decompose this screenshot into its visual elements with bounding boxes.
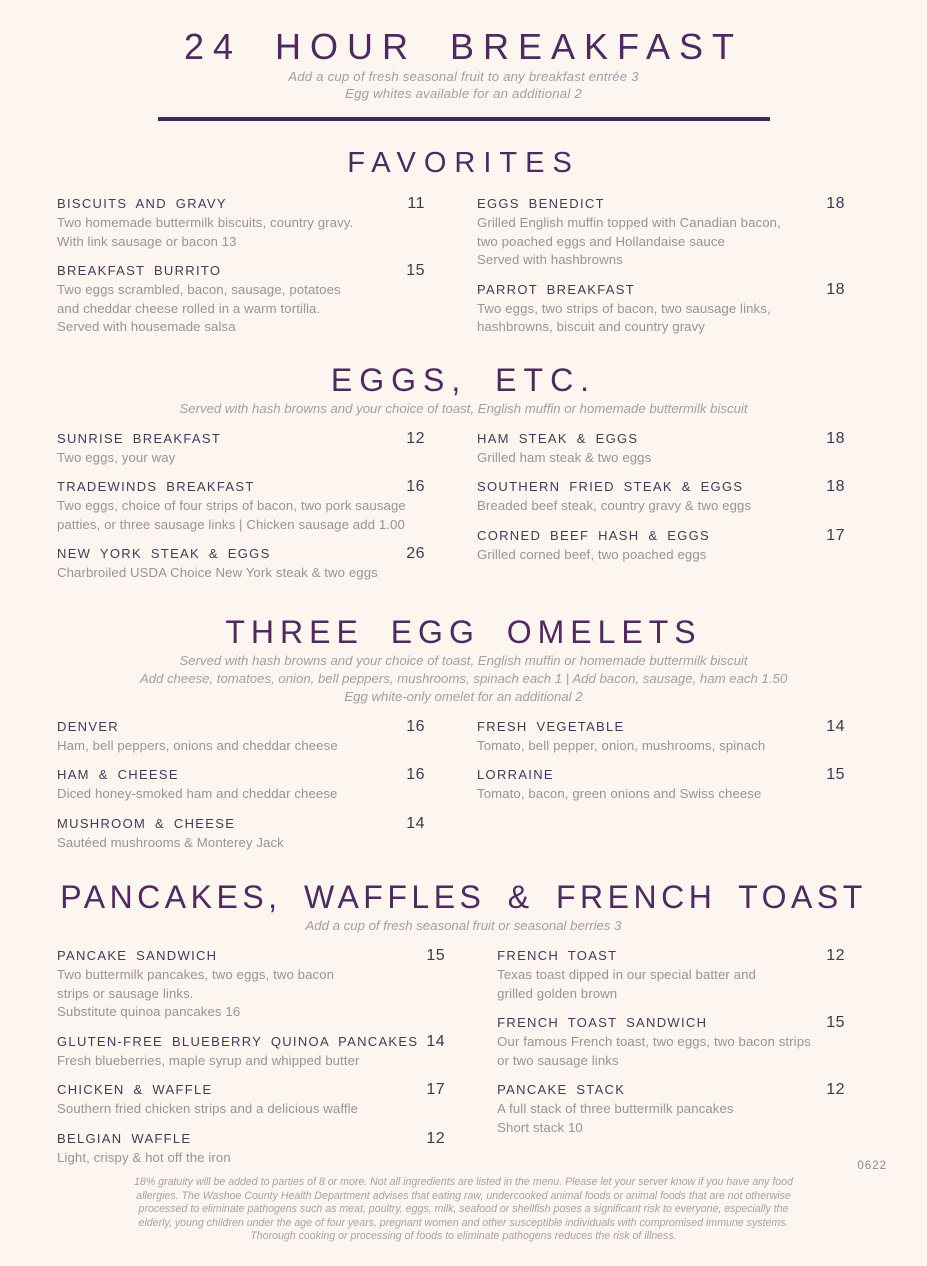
header-note: Egg whites available for an additional 2	[345, 86, 582, 101]
item-price: 16	[406, 766, 425, 783]
item-name: PANCAKE STACK	[497, 1082, 626, 1097]
item-price: 18	[826, 280, 845, 298]
menu-item	[57, 716, 425, 756]
item-name: SOUTHERN FRIED STEAK & EGGS	[477, 479, 744, 494]
item-desc-line: two poached eggs and Hollandaise sauce	[477, 233, 725, 249]
item-desc-line: Short stack 10	[497, 1119, 583, 1135]
item-name: NEW YORK STEAK & EGGS	[57, 546, 271, 561]
item-desc-line: Grilled English muffin topped with Canadian bacon,	[477, 215, 781, 230]
section-subtitle: Egg white-only omelet for an additional 2	[344, 688, 583, 704]
column-right	[477, 193, 845, 346]
menu-item	[477, 428, 845, 468]
column-left	[57, 716, 425, 862]
menu-item	[497, 1079, 845, 1137]
column-left	[57, 945, 445, 1176]
item-desc-line: Light, crispy & hot off the iron	[57, 1149, 231, 1165]
menu-item	[57, 1079, 445, 1119]
item-desc-line: Our famous French toast, two eggs, two bacon strips	[497, 1034, 811, 1049]
item-desc-line: Sautéed mushrooms & Monterey Jack	[57, 834, 284, 850]
item-name: MUSHROOM & CHEESE	[57, 815, 236, 831]
item-name: LORRAINE	[477, 767, 554, 782]
item-price: 12	[826, 1081, 845, 1098]
item-price: 18	[826, 478, 845, 495]
item-desc-line: Tomato, bell pepper, onion, mushrooms, spinach	[477, 737, 766, 753]
menu-item	[57, 1031, 445, 1071]
column-right	[477, 716, 845, 862]
item-desc-line: grilled golden brown	[497, 985, 618, 1001]
menu-item	[477, 193, 845, 270]
item-desc-line: Served with hashbrowns	[477, 252, 623, 267]
section-subtitle: Served with hash browns and your choice of toast, English muffin or homemade buttermilk biscuit	[179, 400, 748, 416]
item-desc-line: Two eggs, choice of four strips of bacon, two pork sausage	[57, 498, 406, 513]
item-desc-line: Served with housemade salsa	[57, 319, 236, 334]
item-name: BISCUITS AND GRAVY	[57, 196, 227, 211]
item-desc-line: Grilled ham steak & two eggs	[477, 449, 652, 465]
item-desc-line: With link sausage or bacon 13	[57, 233, 237, 249]
item-desc-line: Texas toast dipped in our special batter and	[497, 967, 756, 982]
item-name: CHICKEN & WAFFLE	[57, 1082, 213, 1097]
menu-item	[477, 716, 845, 756]
section-subtitle: Add cheese, tomatoes, onion, bell peppers, mushrooms, spinach each 1 | Add bacon, sausage, ham each 1.50	[139, 670, 788, 686]
menu-item	[57, 764, 425, 804]
item-desc-line: Two buttermilk pancakes, two eggs, two bacon	[57, 967, 335, 982]
item-price: 15	[826, 766, 845, 783]
section-subtitle: Served with hash browns and your choice of toast, English muffin or homemade buttermilk biscuit	[179, 652, 748, 668]
item-price: 18	[826, 429, 845, 447]
column-right	[477, 428, 845, 592]
column-right	[497, 945, 845, 1176]
section-omelets-items	[0, 706, 927, 862]
item-desc-line: Breaded beef steak, country gravy & two eggs	[477, 498, 752, 513]
menu-item	[497, 1012, 845, 1070]
menu-item	[477, 279, 845, 337]
menu-version-code: 0622	[857, 1160, 887, 1172]
item-desc-line: Ham, bell peppers, onions and cheddar cheese	[57, 737, 338, 753]
item-name: DENVER	[57, 718, 119, 734]
item-name: FRENCH TOAST	[497, 948, 618, 963]
menu-item	[57, 193, 425, 251]
menu-item	[477, 476, 845, 516]
section-title-pancakes: PANCAKES, WAFFLES & FRENCH TOAST	[60, 879, 867, 915]
item-price: 15	[426, 947, 446, 964]
menu-item	[57, 945, 445, 1022]
item-price: 15	[406, 262, 425, 279]
menu-item	[57, 1128, 445, 1168]
double-rule-divider	[158, 117, 770, 121]
item-price: 18	[826, 195, 845, 212]
item-desc-line: Two eggs scrambled, bacon, sausage, potatoes	[57, 282, 341, 297]
item-desc-line: Tomato, bacon, green onions and Swiss cheese	[477, 786, 762, 801]
item-price: 12	[826, 947, 845, 964]
menu-item	[57, 476, 425, 534]
menu-item	[57, 260, 425, 337]
item-price: 26	[406, 545, 425, 562]
item-name: FRESH VEGETABLE	[477, 718, 625, 734]
menu-item	[477, 764, 845, 804]
item-name: PARROT BREAKFAST	[477, 281, 635, 297]
menu-item	[57, 813, 425, 853]
item-name: PANCAKE SANDWICH	[57, 948, 218, 963]
section-eggs-items	[0, 418, 927, 592]
item-price: 12	[426, 1129, 446, 1147]
item-name: FRENCH TOAST SANDWICH	[497, 1015, 708, 1030]
item-desc-line: hashbrowns, biscuit and country gravy	[477, 319, 706, 334]
item-desc-line: Grilled corned beef, two poached eggs	[477, 546, 707, 562]
item-price: 12	[406, 429, 425, 447]
item-name: TRADEWINDS BREAKFAST	[57, 479, 255, 494]
item-desc-line: and cheddar cheese rolled in a warm tortilla.	[57, 300, 321, 316]
menu-item	[497, 945, 845, 1003]
item-desc-line: or two sausage links	[497, 1052, 619, 1068]
item-desc-line: Fresh blueberries, maple syrup and whipped butter	[57, 1052, 360, 1068]
item-price: 17	[426, 1081, 446, 1098]
footer	[0, 1176, 927, 1266]
section-title-omelets: THREE EGG OMELETS	[225, 613, 702, 650]
item-name: GLUTEN-FREE BLUEBERRY QUINOA PANCAKES	[57, 1033, 419, 1049]
item-price: 14	[826, 717, 845, 735]
item-name: HAM & CHEESE	[57, 767, 179, 782]
page-title: 24 HOUR BREAKFAST	[183, 26, 744, 67]
item-desc-line: Two eggs, two strips of bacon, two sausage links,	[477, 300, 771, 316]
item-name: SUNRISE BREAKFAST	[57, 430, 222, 446]
menu-item	[477, 525, 845, 565]
item-name: BELGIAN WAFFLE	[57, 1130, 192, 1146]
item-price: 11	[407, 195, 425, 212]
section-title-favorites: FAVORITES	[347, 147, 580, 179]
item-desc-line: patties, or three sausage links | Chicken sausage add 1.00	[57, 516, 405, 532]
section-title-eggs-etc: EGGS, ETC.	[330, 361, 597, 398]
column-left	[57, 428, 425, 592]
item-desc-line: Diced honey-smoked ham and cheddar cheese	[57, 786, 338, 801]
item-price: 15	[826, 1014, 845, 1031]
section-pancakes-items	[0, 935, 927, 1176]
section-favorites-items	[0, 183, 927, 346]
item-name: CORNED BEEF HASH & EGGS	[477, 527, 710, 543]
health-disclaimer: 18% gratuity will be added to parties of 8 or more. Not all ingredients are listed in the menu. Please let your server know if you have any food allergies. The Washoe County Health Department advises that eating raw, undercooked animal foods or animal foods that are not otherwise processed to eliminate pathogens such as meat, poultry, eggs, milk, seafood or shellfish poses a significant risk to everyone, especially the elderly, young children under the age of four years, pregnant women and other susceptible individuals with compromised immune systems. Thorough cooking or processing of foods to eliminate pathogens reduces the risk of illness.	[134, 1176, 793, 1242]
item-desc-line: A full stack of three buttermilk pancakes	[497, 1101, 734, 1116]
item-price: 14	[426, 1032, 446, 1050]
menu-item	[57, 428, 425, 468]
item-desc-line: Substitute quinoa pancakes 16	[57, 1004, 241, 1019]
column-left	[57, 193, 425, 346]
section-subtitle: Add a cup of fresh seasonal fruit or seasonal berries 3	[305, 918, 622, 933]
menu-item	[57, 543, 425, 583]
item-name: HAM STEAK & EGGS	[477, 430, 639, 446]
item-name: BREAKFAST BURRITO	[57, 263, 222, 278]
item-desc-line: Two eggs, your way	[57, 449, 176, 465]
header-note: Add a cup of fresh seasonal fruit to any breakfast entrée 3	[288, 69, 639, 84]
item-price: 17	[826, 526, 845, 544]
item-price: 16	[406, 478, 425, 495]
item-desc-line: strips or sausage links.	[57, 985, 194, 1001]
item-price: 16	[406, 717, 425, 735]
item-desc-line: Southern fried chicken strips and a delicious waffle	[57, 1101, 359, 1116]
item-name: EGGS BENEDICT	[477, 196, 605, 211]
item-desc-line: Two homemade buttermilk biscuits, country gravy.	[57, 215, 354, 230]
item-price: 14	[406, 814, 425, 832]
item-desc-line: Charbroiled USDA Choice New York steak & two eggs	[57, 565, 378, 580]
